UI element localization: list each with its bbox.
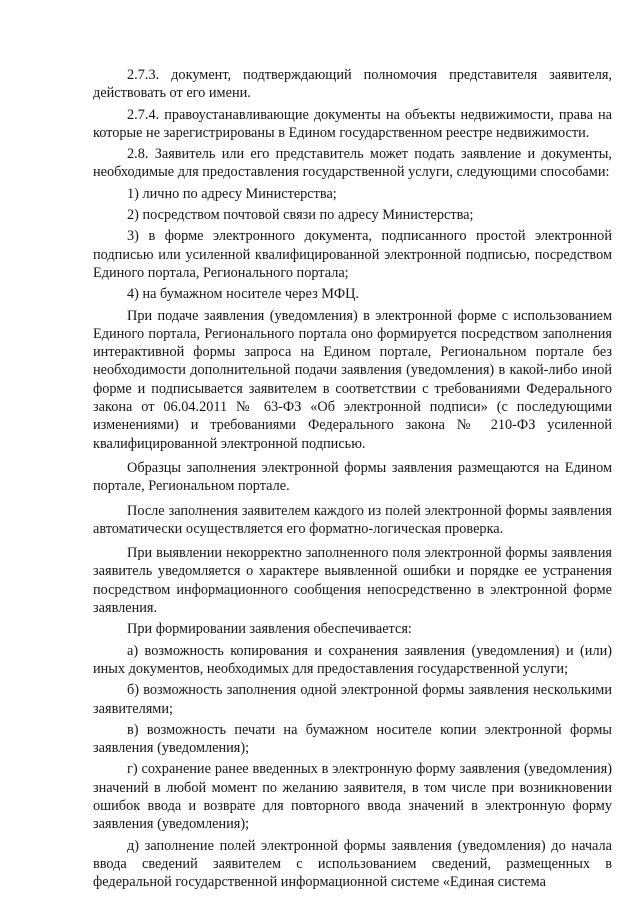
document-body <box>93 66 612 891</box>
paragraph-2-7-3: 2.7.3. документ, подтверждающий полномочия представителя заявителя, действовать от его имени. <box>93 67 612 102</box>
paragraph-2-8: 2.8. Заявитель или его представитель может подать заявление и документы, необходимые для предоставления государственной услуги, следующими способами: <box>93 146 612 181</box>
paragraph-electronic-submission: При подаче заявления (уведомления) в электронной форме с использованием Единого портала, Регионального портала оно формируется посредством заполнения интерактивной формы запроса на Едином портале, Региональном портале без необходимости дополнительной подачи заявления (уведомления) в какой-либо иной форме и подписывается заявителем в соответствии с требованиями Федерального закона от 06.04.2011 № 63-ФЗ «Об электронной подписи» (с последующими изменениями) и требованиями Федерального закона № 210-ФЗ усиленной квалифицированной электронной подписью. <box>93 307 612 452</box>
list-item-2: 2) посредством почтовой связи по адресу Министерства; <box>127 207 474 224</box>
paragraph-form-provides: При формировании заявления обеспечивается: <box>127 621 412 638</box>
list-item-a: а) возможность копирования и сохранения заявления (уведомления) и (или) иных документов, необходимых для предоставления государственной услуги; <box>93 642 612 677</box>
list-item-v: в) возможность печати на бумажном носителе копии электронной формы заявления (уведомления); <box>93 721 612 757</box>
list-item-1: 1) лично по адресу Министерства; <box>127 185 337 202</box>
list-item-4: 4) на бумажном носителе через МФЦ. <box>127 286 360 303</box>
paragraph-error-notification: При выявлении некорректно заполненного поля электронной формы заявления заявитель уведомляется о характере выявленной ошибки и порядке ее устранения посредством информационного сообщения непосредственно в электронной форме заявления. <box>93 545 612 617</box>
list-item-b: б) возможность заполнения одной электронной формы заявления несколькими заявителями; <box>93 682 612 717</box>
paragraph-format-check: После заполнения заявителем каждого из полей электронной формы заявления автоматически осуществляется его форматно-логическая проверка. <box>93 502 612 537</box>
paragraph-2-7-4: 2.7.4. правоустанавливающие документы на объекты недвижимости, права на которые не зарегистрированы в Едином государственном реестре недвижимости. <box>93 106 612 141</box>
list-item-d: д) заполнение полей электронной формы заявления (уведомления) до начала ввода сведений заявителем с использованием сведений, размещенных в федеральной государственной информационной системе «Единая система <box>93 837 612 891</box>
list-item-g: г) сохранение ранее введенных в электронную форму заявления (уведомления) значений в любой момент по желанию заявителя, в том числе при возникновении ошибок ввода и возврате для повторного ввода значений в электронную форму заявления (уведомления); <box>93 761 612 833</box>
paragraph-form-samples: Образцы заполнения электронной формы заявления размещаются на Едином портале, Региональном портале. <box>93 459 612 495</box>
list-item-3: 3) в форме электронного документа, подписанного простой электронной подписью или усиленной квалифицированной электронной подписью, посредством Единого портала, Регионального портала; <box>93 228 612 281</box>
